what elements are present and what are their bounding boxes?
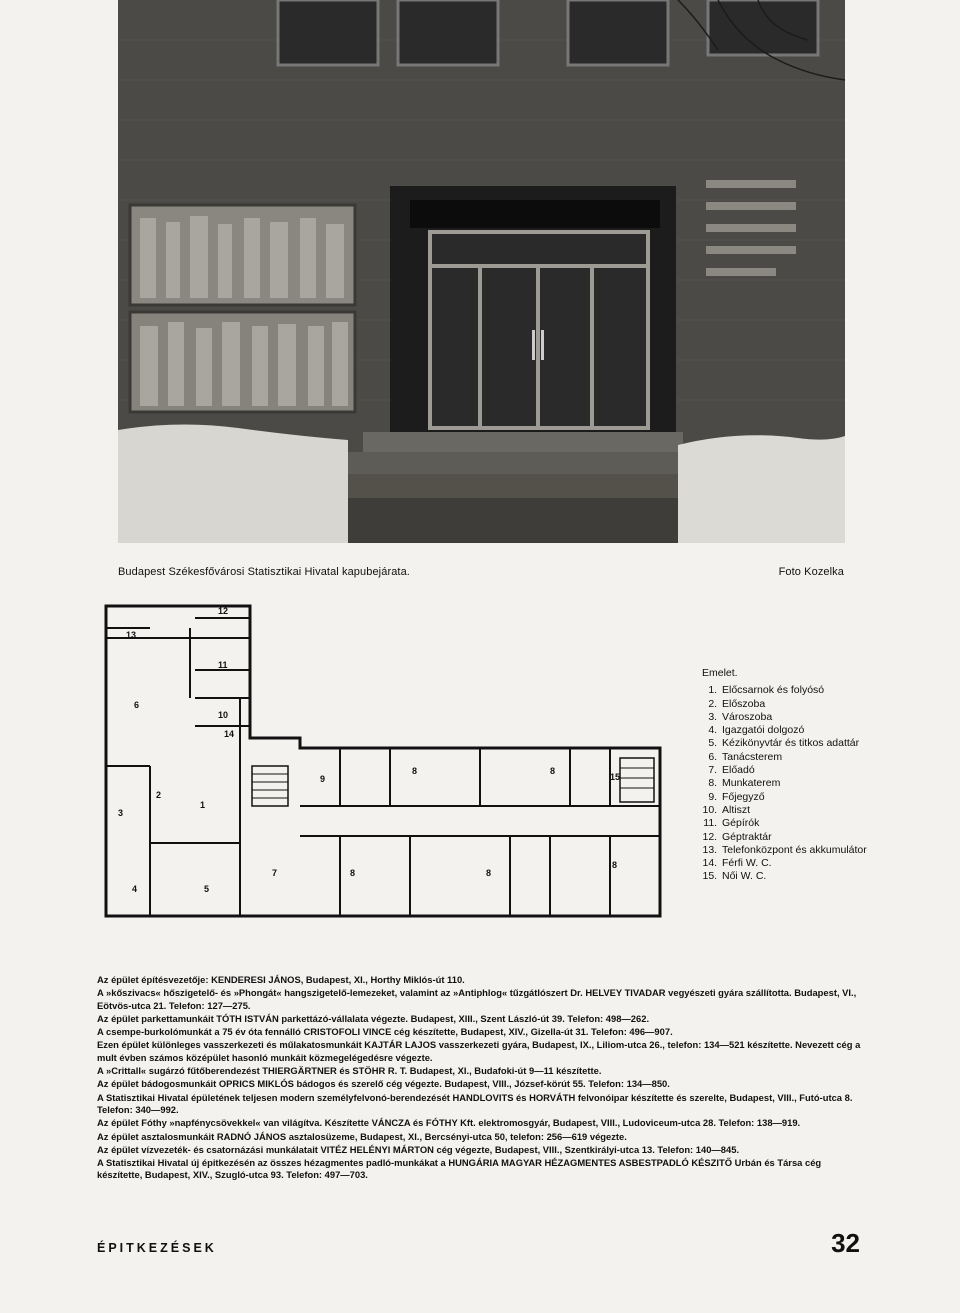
photo-caption: Budapest Székesfővárosi Statisztikai Hivatal kapubejárata. — [118, 566, 410, 578]
plan-label: 3 — [118, 808, 124, 818]
legend-item: 2. Előszoba — [720, 698, 877, 711]
legend-item: 1. Előcsarnok és folyósó — [720, 684, 877, 697]
plan-label: 4 — [132, 884, 138, 894]
plan-label: 9 — [320, 774, 326, 784]
photo-credit: Foto Kozelka — [778, 566, 844, 578]
journal-name: ÉPITKEZÉSEK — [97, 1241, 217, 1255]
credit-line: Az épület vízvezeték- és csatornázási munkálatait VITÉZ HELÉNYI MÁRTON cég végezte, Budapest, VIII., Szentkirályi-utca 13. Telefon: 140—845. — [97, 1143, 740, 1155]
credit-line: A »Crittall« sugárzó fűtőberendezést THIERGÄRTNER és STÖHR R. T. Budapest, XI., Budafoki-út 9—11 készítette. — [97, 1065, 602, 1077]
credit-line: A Statisztikai Hivatal új épitkezésén az összes hézagmentes padló-munkákat a HUNGÁRIA MAGYAR HÉZAGMENTES ASBESTPADLÓ KÉSZITŐ Urbán és Társa cég készítette, Budapest, XIV., Szugló-utca 93. Telefon: 497—703. — [97, 1157, 822, 1181]
legend-item: 5. Kézikönyvtár és titkos adattár — [720, 737, 877, 750]
credit-line: A »kőszivacs« hőszigetelő- és »Phongát« hangszigetelő-lemezeket, valamint az »Antiphlog« tűzgátlószert Dr. HELVEY TIVADAR vegyészeti gyára szállította. Budapest, VI., Eötvös-utca 21. Telefon: 127—275. — [97, 987, 857, 1011]
entrance-photo-drawing — [118, 0, 845, 543]
legend-item: 11. Gépírók — [720, 817, 877, 830]
plan-label: 14 — [224, 729, 235, 739]
floor-plan — [100, 598, 700, 938]
credit-line: Az épület asztalosmunkáit RADNÓ JÁNOS asztalosüzeme, Budapest, XI., Bercsényi-utca 50, telefon: 256—619 végezte. — [97, 1130, 627, 1142]
plan-label: 5 — [204, 884, 210, 894]
floor-plan-legend — [702, 667, 877, 884]
legend-item: 8. Munkaterem — [720, 777, 877, 790]
plan-label: 8 — [412, 766, 418, 776]
credit-line: Az épület bádogosmunkáit OPRICS MIKLÓS bádogos és szerelő cég végezte. Budapest, VIII., József-körút 55. Telefon: 134—850. — [97, 1078, 670, 1090]
legend-item: 13. Telefonközpont és akkumulátor — [720, 844, 877, 857]
entrance-photo — [118, 0, 845, 543]
credit-line: Az épület Fóthy »napfénycsövekkel« van világítva. Készítette VÁNCZA és FÓTHY Kft. elektromosgyár, Budapest, VIII., Ludoviceum-utca 28. Telefon: 138—919. — [97, 1117, 801, 1129]
credit-line: A csempe-burkolómunkát a 75 év óta fennálló CRISTOFOLI VINCE cég készítette, Budapest, XIV., Gizella-út 31. Telefon: 496—907. — [97, 1026, 673, 1038]
plan-label: 8 — [350, 868, 356, 878]
plan-label: 1 — [200, 800, 206, 810]
plan-label: 8 — [612, 860, 618, 870]
legend-heading: Emelet. — [702, 667, 738, 679]
plan-label: 15 — [610, 772, 621, 782]
plan-label: 7 — [272, 868, 278, 878]
legend-item: 15. Női W. C. — [720, 870, 877, 883]
plan-label: 8 — [486, 868, 492, 878]
legend-item: 3. Városzoba — [720, 711, 877, 724]
page-number: 32 — [831, 1228, 860, 1258]
credit-line: Ezen épület különleges vasszerkezeti és műlakatosmunkáit KAJTÁR LAJOS vasszerkezeti gyára, Budapest, IX., Liliom-utca 26., telefon: 134—521 készítette. Nevezett cég a mult évben számos középület hasonló munkáit közmegelégedésre végezte. — [97, 1039, 861, 1063]
legend-item: 14. Férfi W. C. — [720, 857, 877, 870]
legend-item: 10. Altiszt — [720, 804, 877, 817]
credit-line: Az épület parkettamunkáit TÓTH ISTVÁN parkettázó-vállalata végezte. Budapest, XIII., Szent László-út 39. Telefon: 498—262. — [97, 1012, 650, 1024]
credit-line: Az épület építésvezetője: KENDERESI JÁNOS, Budapest, XI., Horthy Miklós-út 110. — [97, 974, 465, 985]
legend-list — [702, 684, 877, 883]
legend-item: 9. Főjegyző — [720, 791, 877, 804]
plan-label: 12 — [218, 606, 229, 616]
plan-label: 13 — [126, 630, 137, 640]
legend-item: 12. Géptraktár — [720, 831, 877, 844]
legend-item: 6. Tanácsterem — [720, 751, 877, 764]
plan-label: 6 — [134, 700, 140, 710]
plan-label: 8 — [550, 766, 556, 776]
legend-item: 4. Igazgatói dolgozó — [720, 724, 877, 737]
plan-label: 10 — [218, 710, 229, 720]
contractor-credits — [97, 974, 867, 1183]
credit-line: A Statisztikai Hivatal épületének teljesen modern személyfelvonó-berendezését HANDLOVITS és HORVÁTH felvonóipar készítette és szerelte, Budapest, VIII., Futó-utca 8. Telefon: 340—992. — [97, 1091, 853, 1115]
legend-item: 7. Előadó — [720, 764, 877, 777]
plan-label: 11 — [218, 660, 228, 670]
plan-label: 2 — [156, 790, 162, 800]
